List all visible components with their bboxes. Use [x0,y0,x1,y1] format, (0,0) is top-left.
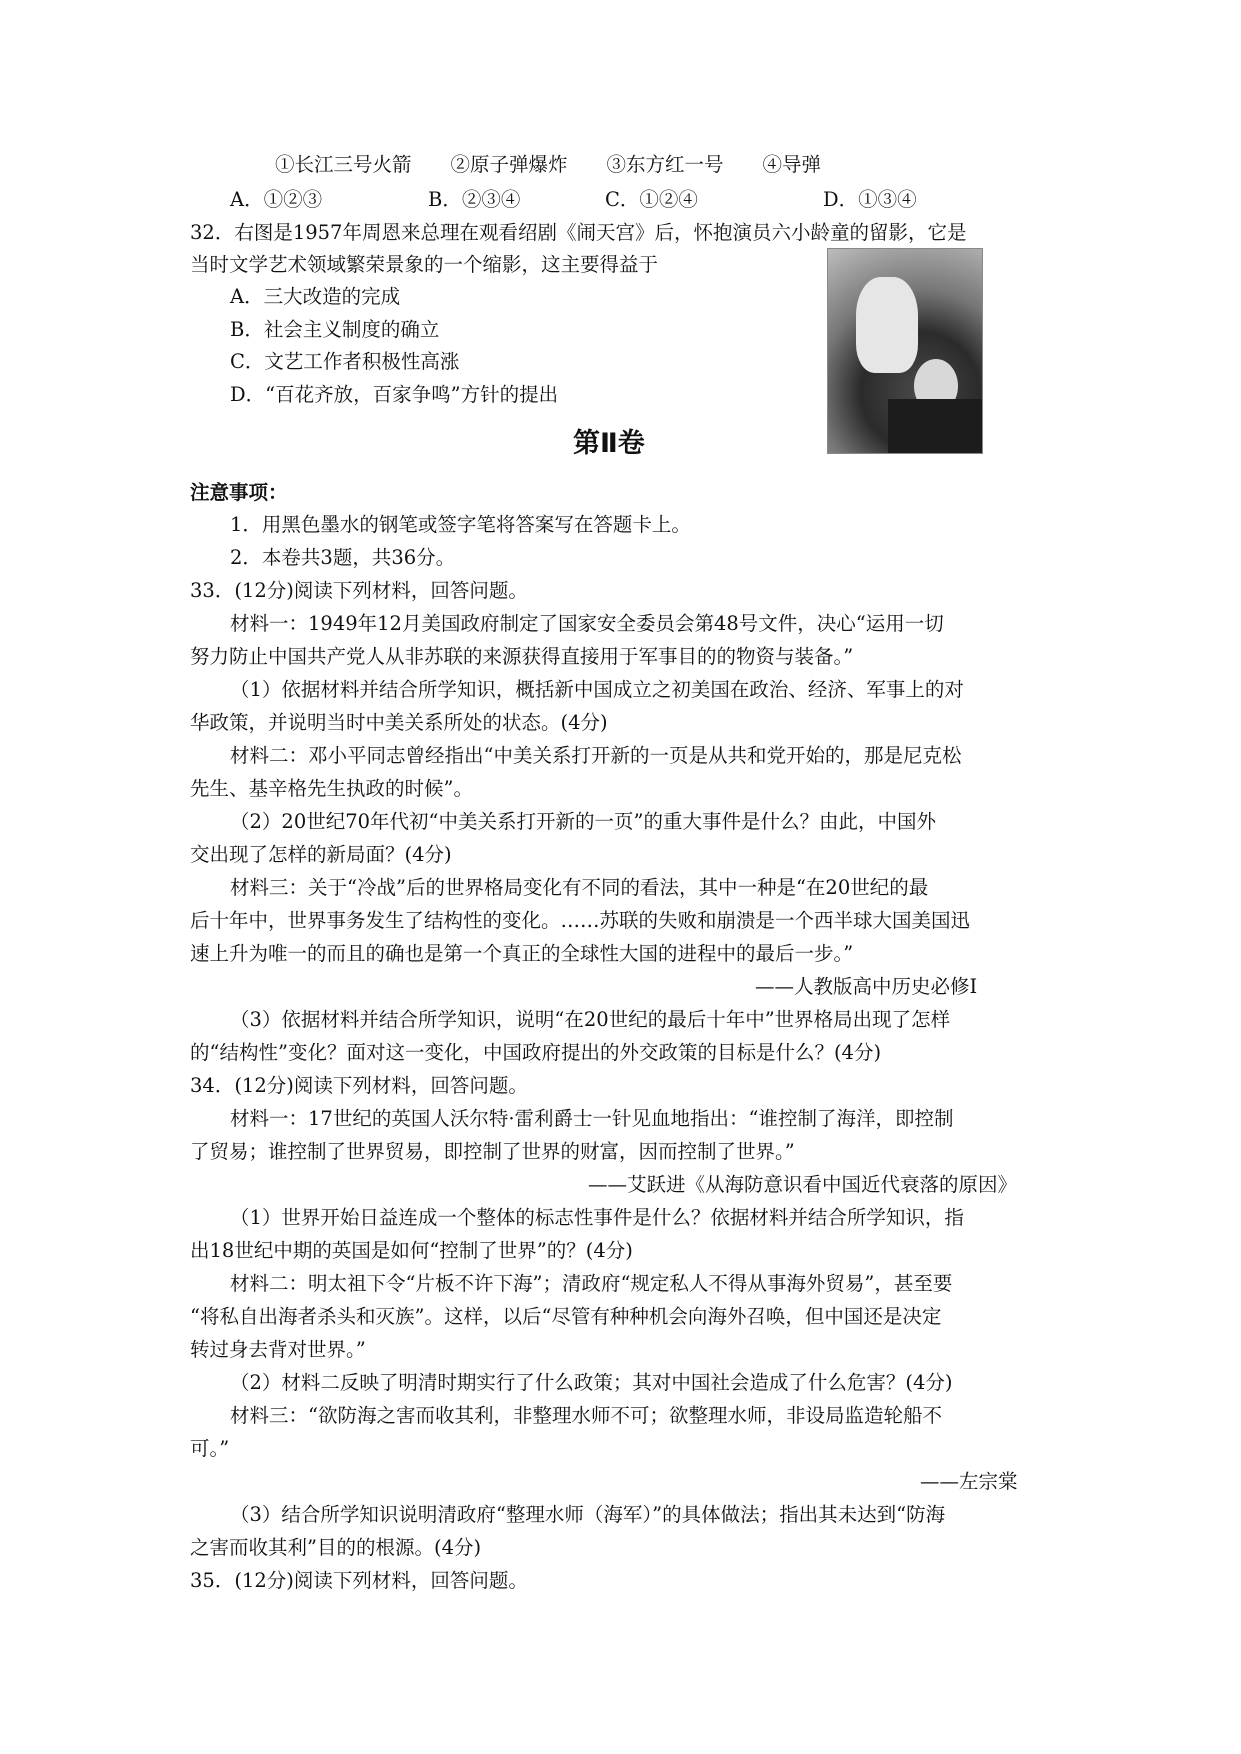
q34-material-2-line-3: 转过身去背对世界。” [190,1338,366,1361]
q33-question-3-line-2: 的“结构性”变化？面对这一变化，中国政府提出的外交政策的目标是什么？(4分) [190,1041,882,1064]
q35-heading: 35．(12分)阅读下列材料，回答问题。 [190,1569,528,1592]
q33-material-3-source: ——人教版高中历史必修Ⅰ [755,975,978,998]
q34-question-1-line-2: 出18世纪中期的英国是如何“控制了世界”的？(4分) [190,1239,633,1262]
q31-items: ①长江三号火箭 ②原子弹爆炸 ③东方红一号 ④导弹 [275,153,822,176]
q33-question-1-line-1: （1）依据材料并结合所学知识，概括新中国成立之初美国在政治、经济、军事上的对 [230,678,964,701]
q32-stem-line-1: 32．右图是1957年周恩来总理在观看绍剧《闹天宫》后，怀抱演员六小龄童的留影，它是 [190,221,967,244]
q33-material-3-line-2: 后十年中，世界事务发生了结构性的变化。……苏联的失败和崩溃是一个西半球大国美国迅 [190,909,971,932]
q34-question-3-line-1: （3）结合所学知识说明清政府“整理水师（海军）”的具体做法；指出其未达到“防海 [230,1503,946,1526]
q34-material-2-line-2: “将私自出海者杀头和灭族”。这样，以后“尽管有种种机会向海外召唤，但中国还是决定 [190,1305,942,1328]
q33-question-1-line-2: 华政策，并说明当时中美关系所处的状态。(4分) [190,711,608,734]
notes-item-1: 1．用黑色墨水的钢笔或签字笔将答案写在答题卡上。 [230,513,691,536]
q34-material-1-line-2: 了贸易；谁控制了世界贸易，即控制了世界的财富，因而控制了世界。” [190,1140,795,1163]
q34-material-3-source: ——左宗棠 [920,1470,1018,1493]
q33-material-1-line-1: 材料一：1949年12月美国政府制定了国家安全委员会第48号文件，决心“运用一切 [230,612,944,635]
q33-material-3-line-3: 速上升为唯一的而且的确也是第一个真正的全球性大国的进程中的最后一步。” [190,942,854,965]
q33-material-2-line-1: 材料二：邓小平同志曾经指出“中美关系打开新的一页是从共和党开始的，那是尼克松 [230,744,962,767]
q31-option-c: C．①②④ [605,188,698,211]
q33-question-2-line-1: （2）20世纪70年代初“中美关系打开新的一页”的重大事件是什么？由此，中国外 [230,810,936,833]
section-title: 第Ⅱ卷 [573,428,645,459]
q33-material-2-line-2: 先生、基辛格先生执政的时候”。 [190,777,473,800]
photo-child-figure [856,277,918,373]
q32-stem-line-2: 当时文学艺术领域繁荣景象的一个缩影，这主要得益于 [190,253,659,276]
q32-option-b: B．社会主义制度的确立 [230,318,440,341]
q31-option-d: D．①③④ [823,188,917,211]
q33-material-3-line-1: 材料三：关于“冷战”后的世界格局变化有不同的看法，其中一种是“在20世纪的最 [230,876,929,899]
q32-option-c: C．文艺工作者积极性高涨 [230,350,460,373]
q33-question-3-line-1: （3）依据材料并结合所学知识，说明“在20世纪的最后十年中”世界格局出现了怎样 [230,1008,951,1031]
q34-material-3-line-1: 材料三：“欲防海之害而收其利，非整理水师不可；欲整理水师，非设局监造轮船不 [230,1404,942,1427]
q31-option-b: B．②③④ [428,188,521,211]
q34-material-1-source: ——艾跃进《从海防意识看中国近代衰落的原因》 [588,1173,1018,1196]
notes-title: 注意事项： [190,481,288,504]
q33-question-2-line-2: 交出现了怎样的新局面？(4分) [190,843,452,866]
q34-material-1-line-1: 材料一：17世纪的英国人沃尔特·雷利爵士一针见血地指出：“谁控制了海洋，即控制 [230,1107,954,1130]
q33-material-1-line-2: 努力防止中国共产党人从非苏联的来源获得直接用于军事目的的物资与装备。” [190,645,854,668]
photo-adult-body [888,399,982,453]
q33-heading: 33．(12分)阅读下列材料，回答问题。 [190,579,528,602]
q31-option-a: A．①②③ [230,188,323,211]
q34-question-2: （2）材料二反映了明清时期实行了什么政策；其对中国社会造成了什么危害？(4分) [230,1371,953,1394]
q34-material-3-line-2: 可。” [190,1437,230,1460]
q34-heading: 34．(12分)阅读下列材料，回答问题。 [190,1074,528,1097]
q32-option-a: A．三大改造的完成 [230,285,401,308]
q32-option-d: D．“百花齐放，百家争鸣”方针的提出 [230,383,559,406]
q34-question-3-line-2: 之害而收其利”目的的根源。(4分) [190,1536,482,1559]
zhou-enlai-photo [827,248,983,454]
notes-item-2: 2．本卷共3题，共36分。 [230,546,456,569]
q34-material-2-line-1: 材料二：明太祖下令“片板不许下海”；清政府“规定私人不得从事海外贸易”，甚至要 [230,1272,953,1295]
q34-question-1-line-1: （1）世界开始日益连成一个整体的标志性事件是什么？依据材料并结合所学知识，指 [230,1206,964,1229]
